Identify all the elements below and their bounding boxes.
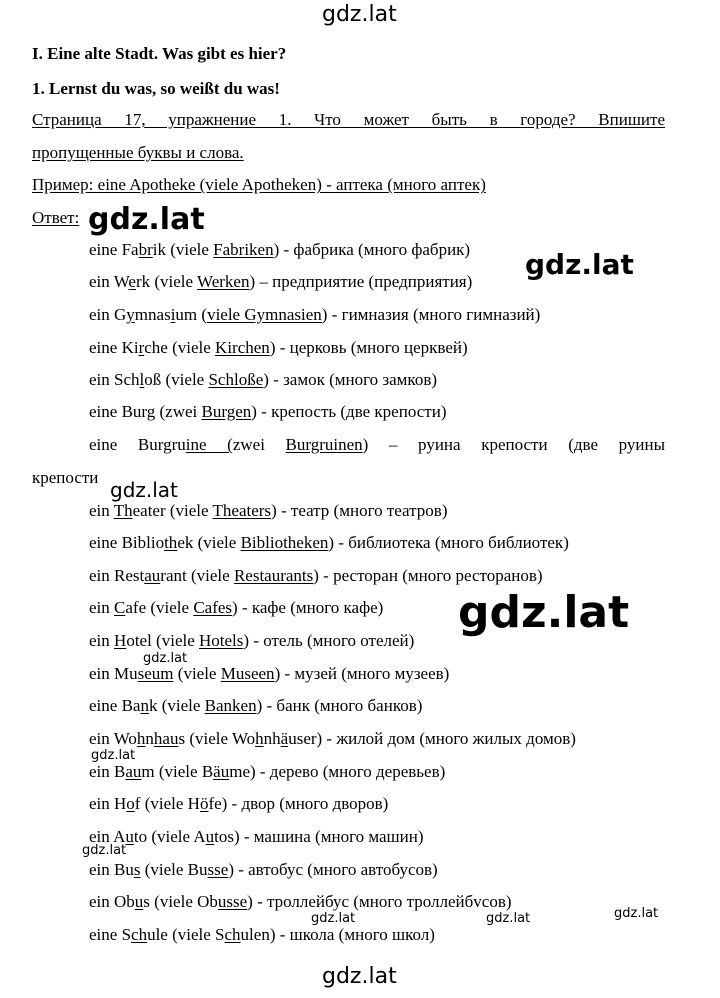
answer-item-hof: ein Hof (viele Höfe) - двор (много дворов) — [89, 794, 389, 813]
answer-item-schule: eine Schule (viele Schulen) - школа (много школ) — [89, 925, 435, 944]
example-line: Пример: eine Apotheke (viele Apotheken) - аптека (много аптек) — [32, 175, 486, 194]
answer-item-bank: eine Bank (viele Banken) - банк (много банков) — [89, 696, 423, 715]
watermark-tiny-4: gdz.lat — [311, 911, 356, 926]
watermark-large: gdz.lat — [458, 587, 630, 638]
answer-item-gymnasium: ein Gymnasium (viele Gymnasien) - гимназия (много гимназий) — [89, 305, 541, 324]
answer-item-werk: ein Werk (viele Werken) – предприятие (предприятия) — [89, 272, 473, 291]
watermark-right: gdz.lat — [525, 248, 634, 281]
answer-label: Ответ: — [32, 208, 80, 227]
answer-item-bibliothek: eine Bibliothek (viele Bibliotheken) - библиотека (много библиотек) — [89, 533, 569, 552]
watermark-tiny-3: gdz.lat — [82, 843, 127, 858]
answer-item-fabrik: eine Fabrik (viele Fabriken) - фабрика (много фабрик) — [89, 240, 471, 259]
answer-item-hotel: ein Hotel (viele Hotels) - отель (много отелей) — [89, 631, 415, 650]
watermark-tiny-1: gdz.lat — [143, 651, 188, 666]
answer-item-theater: ein Theater (viele Theaters) - театр (много театров) — [89, 501, 448, 520]
answer-item-burgruine-cont: крепости — [32, 468, 99, 487]
answer-item-auto: ein Auto (viele Autos) - машина (много машин) — [89, 827, 424, 846]
watermark-small-1: gdz.lat — [110, 478, 178, 502]
task-text-line2: пропущенные буквы и слова. — [32, 143, 244, 162]
answer-item-bus: ein Bus (viele Busse) - автобус (много автобусов) — [89, 860, 438, 879]
answer-item-museum: ein Museum (viele Museen) - музей (много музеев) — [89, 664, 450, 683]
answer-item-kirche: eine Kirche (viele Kirchen) - церковь (много церквей) — [89, 338, 468, 357]
answer-item-baum: ein Baum (viele Bäume) - дерево (много деревьев) — [89, 762, 446, 781]
answer-item-restaurant: ein Restaurant (viele Restaurants) - ресторан (много ресторанов) — [89, 566, 543, 585]
answer-item-burgruine: eine Burgruine (zwei Burgruinen) – руина крепости (две руины — [89, 435, 665, 454]
watermark-tiny-5: gdz.lat — [486, 911, 531, 926]
answer-item-cafe: ein Cafe (viele Cafes) - кафе (много кафе) — [89, 598, 384, 617]
answer-item-schloss: ein Schloß (viele Schloße) - замок (много замков) — [89, 370, 438, 389]
answer-item-wohnhaus: ein Wohnhaus (viele Wohnhäuser) - жилой дом (много жилых домов) — [89, 729, 576, 748]
watermark-answer: gdz.lat — [88, 202, 205, 237]
watermark-tiny-6: gdz.lat — [614, 906, 659, 921]
task-text-line1: Страница 17, упражнение 1. Что может быть в городе? Впишите — [32, 110, 665, 129]
watermark-tiny-2: gdz.lat — [91, 748, 136, 763]
section-heading: I. Eine alte Stadt. Was gibt es hier? — [32, 44, 287, 63]
answer-item-burg: eine Burg (zwei Burgen) - крепость (две крепости) — [89, 402, 447, 421]
watermark-top: gdz.lat — [322, 2, 397, 27]
exercise-heading: 1. Lernst du was, so weißt du was! — [32, 79, 280, 98]
answer-item-obus: ein Obus (viele Obusse) - троллейбус (много троллейбvсов) — [89, 892, 512, 911]
watermark-bottom: gdz.lat — [322, 964, 397, 989]
